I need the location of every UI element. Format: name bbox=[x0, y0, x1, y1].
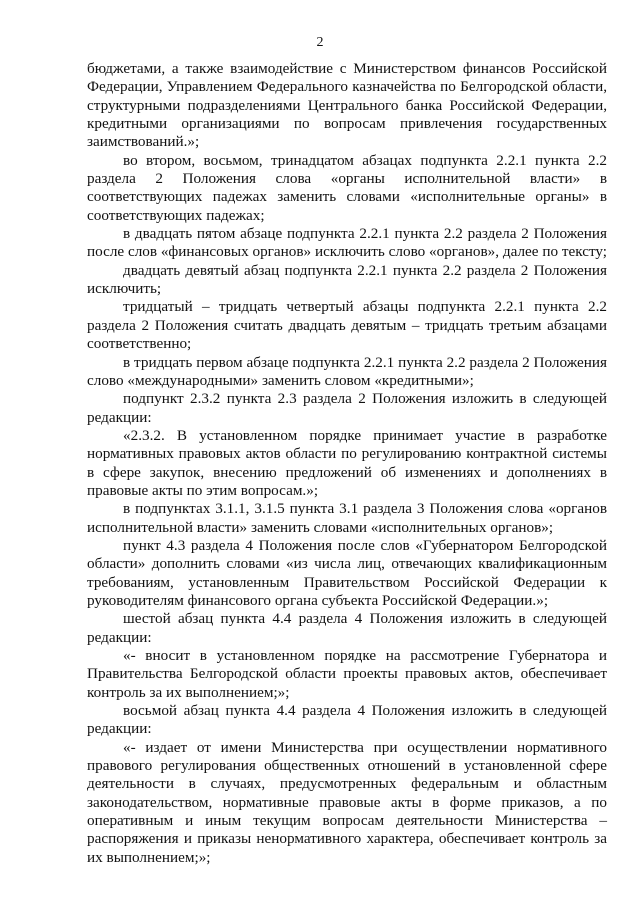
paragraph-amendment: в подпунктах 3.1.1, 3.1.5 пункта 3.1 раздела 3 Положения слова «органов исполнительной власти» заменить словами «исполнительных органов»; bbox=[87, 500, 607, 536]
paragraph-amendment: подпункт 2.3.2 пункта 2.3 раздела 2 Положения изложить в следующей редакции: bbox=[87, 390, 607, 426]
paragraph-quoted-text: «- издает от имени Министерства при осуществлении нормативного правового регулирования общественных отношений в установленной сфере деятельности в случаях, предусмотренных федеральным и областным законодательством, нормативные правовые акты в форме приказов, а по оперативным и иным текущим вопросам деятельности Министерства – распоряжения и приказы ненормативного характера, обеспечивает контроль за их выполнением;»; bbox=[87, 738, 607, 866]
paragraph-amendment: в двадцать пятом абзаце подпункта 2.2.1 пункта 2.2 раздела 2 Положения после слов «финансовых органов» исключить слово «органов», далее по тексту; bbox=[87, 225, 608, 261]
paragraph-amendment: восьмой абзац пункта 4.4 раздела 4 Положения изложить в следующей редакции: bbox=[87, 702, 607, 738]
paragraph-amendment: пункт 4.3 раздела 4 Положения после слов «Губернатором Белгородской области» дополнить словами «из числа лиц, отвечающих квалификационным требованиям, установленным Правительством Российской Федерации к руководителям финансового органа субъекта Российской Федерации.»; bbox=[87, 536, 607, 609]
paragraph-amendment: шестой абзац пункта 4.4 раздела 4 Положения изложить в следующей редакции: bbox=[87, 610, 607, 646]
paragraph-continuation: бюджетами, а также взаимодействие с Министерством финансов Российской Федерации, Управлением Федерального казначейства по Белгородской области, структурными подразделениями Центрального банка Российской Федерации, кредитными организациями по вопросам привлечения государственных заимствований.»; bbox=[87, 60, 607, 151]
paragraph-amendment: двадцать девятый абзац подпункта 2.2.1 пункта 2.2 раздела 2 Положения исключить; bbox=[87, 261, 607, 298]
paragraph-amendment: тридцатый – тридцать четвертый абзацы подпункта 2.2.1 пункта 2.2 раздела 2 Положения считать двадцать девятым – тридцать третьим абзацами соответственно; bbox=[87, 298, 607, 353]
page-number: 2 bbox=[316, 35, 324, 50]
document-body bbox=[87, 60, 607, 867]
paragraph-quoted-text: «- вносит в установленном порядке на рассмотрение Губернатора и Правительства Белгородской области проекты правовых актов, обеспечивает контроль за их выполнением;»; bbox=[87, 647, 607, 701]
paragraph-amendment: в тридцать первом абзаце подпункта 2.2.1 пункта 2.2 раздела 2 Положения слово «международными» заменить словом «кредитными»; bbox=[87, 353, 607, 389]
paragraph-quoted-text: «2.3.2. В установленном порядке принимает участие в разработке нормативных правовых актов области по регулированию контрактной системы в сфере закупок, внесению предложений об изменениях и дополнениях в правовые акты по этим вопросам.»; bbox=[87, 426, 607, 499]
paragraph-amendment: во втором, восьмом, тринадцатом абзацах подпункта 2.2.1 пункта 2.2 раздела 2 Положения слова «органы исполнительной власти» в соответствующих падежах заменить словами «исполнительные органы» в соответствующих падежах; bbox=[87, 151, 607, 224]
